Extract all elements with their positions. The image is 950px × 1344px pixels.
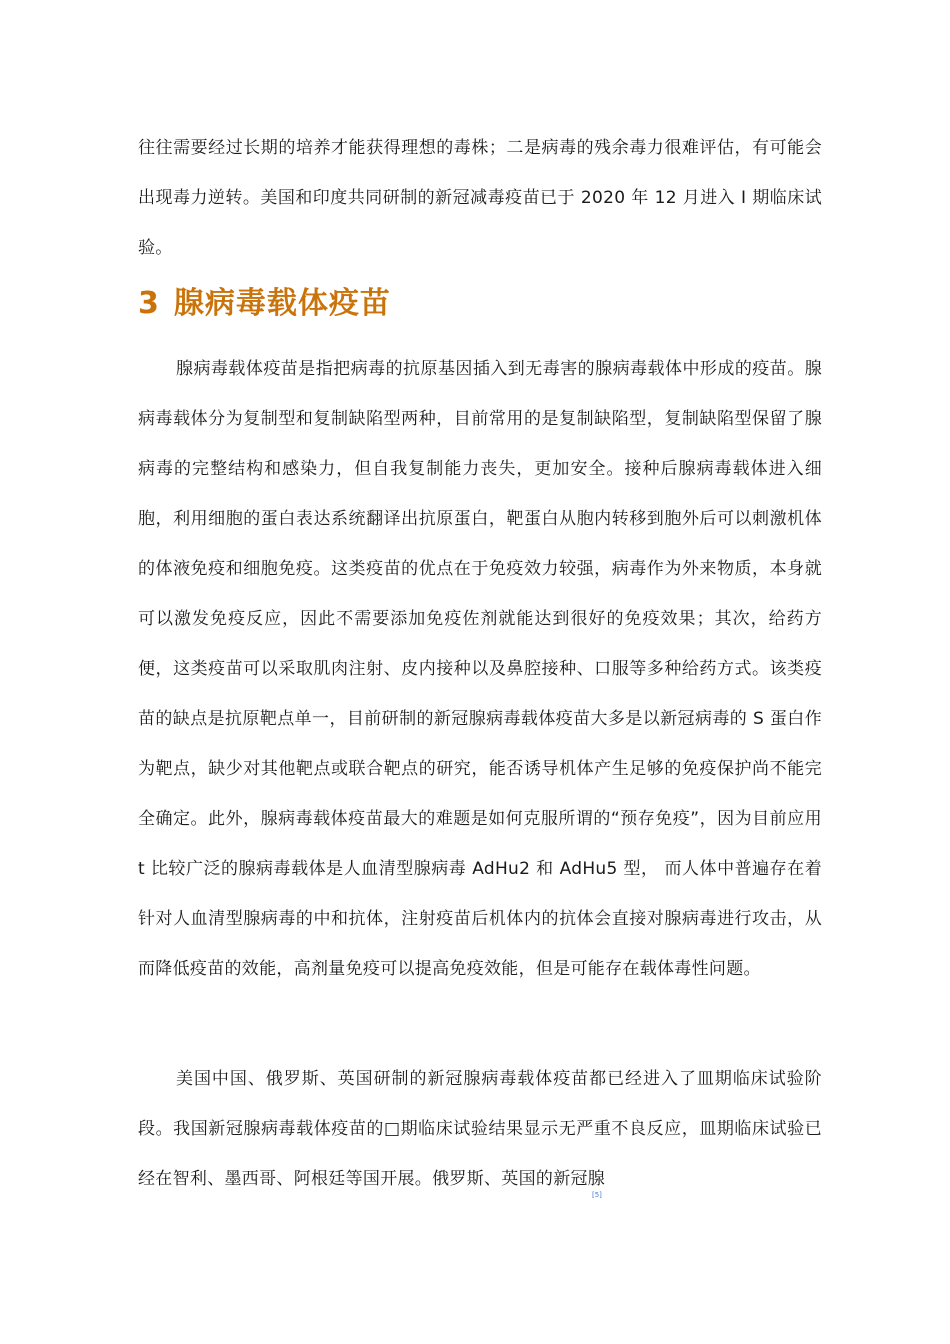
section-title: 腺病毒载体疫苗 [173,286,391,321]
paragraph-adenovirus-vector-intro: 腺病毒载体疫苗是指把病毒的抗原基因插入到无毒害的腺病毒载体中形成的疫苗。腺病毒载体分为复制型和复制缺陷型两种，目前常用的是复制缺陷型，复制缺陷型保留了腺病毒的完整结构和感染力，但自我复制能力丧失，更加安全。接种后腺病毒载体进入细胞，利用细胞的蛋白表达系统翻译出抗原蛋白，靶蛋白从胞内转移到胞外后可以刺激机体的体液免疫和细胞免疫。这类疫苗的优点在于免疫效力较强，病毒作为外来物质，本身就可以激发免疫反应，因此不需要添加免疫佐剂就能达到很好的免疫效果；其次，给药方便，这类疫苗可以采取肌肉注射、皮内接种以及鼻腔接种、口服等多种给药方式。该类疫苗的缺点是抗原靶点单一，目前研制的新冠腺病毒载体疫苗大多是以新冠病毒的 S 蛋白作为靶点，缺少对其他靶点或联合靶点的研究，能否诱导机体产生足够的免疫保护尚不能完全确定。此外，腺病毒载体疫苗最大的难题是如何克服所谓的“预存免疫”，因为目前应用 t 比较广泛的腺病毒载体是人血清型腺病毒 AdHu2 和 AdHu5 型， 而人体中普遍存在着针对人血清型腺病毒的中和抗体，注射疫苗后机体内的抗体会直接对腺病毒进行攻击，从而降低疫苗的效能，高剂量免疫可以提高免疫效能，但是可能存在载体毒性问题。 [138,359,822,979]
citation-marker[interactable]: [5] [592,1191,602,1199]
section-heading [138,276,391,332]
paragraph-attenuated-vaccine-end: 往往需要经过长期的培养才能获得理想的毒株；二是病毒的残余毒力很难评估，有可能会出现毒力逆转。美国和印度共同研制的新冠减毒疫苗已于 2020 年 12 月进入 I 期临床试验。 [138,138,822,258]
section-number: 3 [138,286,160,321]
paragraph-adenovirus-trials: 美国中国、俄罗斯、英国研制的新冠腺病毒载体疫苗都已经进入了皿期临床试验阶段。我国新冠腺病毒载体疫苗的□期临床试验结果显示无严重不良反应，皿期临床试验已经在智利、墨西哥、阿根廷等国开展。俄罗斯、英国的新冠腺 [138,1069,822,1189]
